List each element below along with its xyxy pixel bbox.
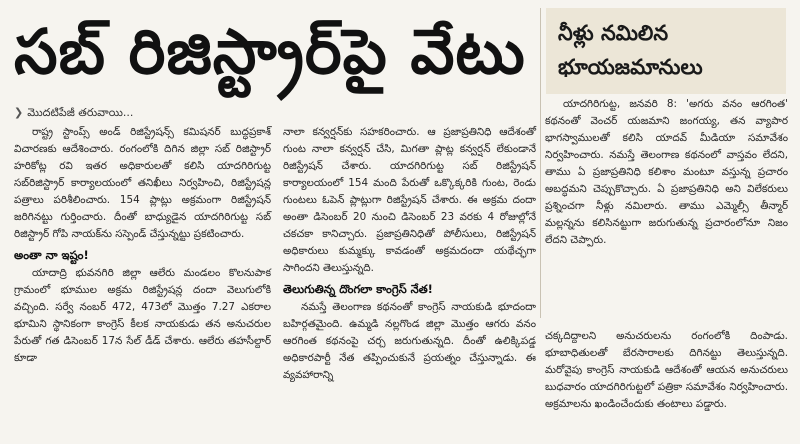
sidebar-title-box (546, 8, 786, 94)
sidebar-title-line-2: భూయజమానులు (558, 55, 703, 79)
article-paragraph: యాదాద్రి భువనగిరి జిల్లా ఆలేరు మండలం కొలనుపాక గ్రామంలో భూముల అక్రమ రిజిస్ట్రేషన్ల దందా వెలుగులోకి వచ్చింది. సర్వే నంబర్ 472, 473లో మొత్తం 7.27 ఎకరాల భూమిని స్థానికంగా కాంగ్రెస్ కీలక నాయకుడు తన అనుచరుల పేరుతో గత డిసెంబర్ 17న సేల్ డీడ్ చేశారు. ఆలేరు తహసీల్దార్ కూడా (14, 267, 271, 364)
article-headline: సబ్ రిజిస్ట్రార్‌పై వేటు (14, 15, 526, 88)
sidebar-body (545, 96, 788, 249)
continued-label: మొదటిపేజీ తరువాయి... (27, 106, 134, 119)
article-paragraph: రాష్ట్ర స్టాంప్స్ అండ్ రిజిస్ట్రేషన్స్ కమిషనర్ బుద్ధప్రకాశ్ విచారణకు ఆదేశించారు. రంగంలోకి దిగిన జిల్లా సబ్ రిజిస్ట్రార్ హరికోట్ల రవి ఇతర అధికారులతో కలిసి యాదగిరిగుట్ట సబ్‌రిజిస్ట్రార్ కార్యాలయంలో తనిఖీలు నిర్వహించి, రిజిస్ట్రేషన్ల పత్రాలు పరిశీలించారు. 154 ప్లాట్లు అక్రమంగా రిజిస్ట్రేషన్ జరిగినట్టు గుర్తించారు. దీంతో బాధ్యుడైన యాదగిరిగుట్ట సబ్ రిజిస్ట్రార్ గోపి నాయక్‌ను సస్పెండ్ చేస్తున్నట్టు ప్రకటించారు. (14, 126, 271, 240)
article-column-1 (14, 124, 271, 367)
article-paragraph: నమస్తే తెలంగాణ కథనంతో కాంగ్రెస్ నాయకుడి భూదందా బహిర్గతమైంది. ఉమ్మడి నల్లగొండ జిల్లా మొత్తం ఆగరు వనం ఆరగింత కథనంపై చర్చ జరుగుతున్నది. దీంతో ఉలిక్కిపడ్డ అధికారపార్టీ నేత తప్పించుకునే ప్రయత్నం చేస్తున్నాడు. ఈ వ్యవహారాన్ని (283, 301, 536, 381)
sidebar-title-line-1: నీళ్లు నమిలిన (558, 21, 669, 45)
chevron-right-icon: ❯ (14, 106, 24, 119)
sidebar-paragraph: యాదగిరిగుట్ట, జనవరి 8: 'అగరు వనం ఆరగింత' కథనంతో వెంచర్ యజమాని జంగయ్య, తన వ్యాపార భాగస్వాములతో కలిసి యాదవ్ మీడియా సమావేశం నిర్వహించారు. నమస్తే తెలంగాణ కథనంలో వాస్తవం లేదని, తాము ఏ ప్రజాప్రతినిధి కలిశాం మంటూ వస్తున్న ప్రచారం అబద్ధమని చెప్పుకొచ్చారు. ఏ ప్రజాప్రతినిధి అని విలేకరులు ప్రశ్నించగా నీళ్లు నమిలారు. తాము ఎమ్మెల్సీ తీన్మార్ మల్లన్నను కలిసినట్టుగా జరుగుతున్న ప్రచారంలోనూ నిజం లేదని చెప్పారు. (545, 98, 788, 246)
sidebar-title (558, 16, 703, 84)
article-paragraph: చక్కదిద్దాలని అనుచరులను రంగంలోకి దింపాడు. భూబాధితులతో బేరసారాలకు దిగినట్టు తెలుస్తున్నది. మరోవైపు కాంగ్రెస్ నాయకుడి ఆదేశంతో ఆయన అనుచరులు బుధవారం యాదగిరిగుట్టలో పత్రికా సమావేశం నిర్వహించారు. అక్రమాలను ఖండించేందుకు తంటాలు పడ్డారు. (545, 330, 788, 410)
continued-from-front-page (14, 104, 254, 122)
article-subheading: అంతా నా ఇష్టం! (14, 248, 89, 262)
article-subheading: తెలుగుతిన్న దొంగలా కాంగ్రెస్ నేత! (283, 282, 433, 296)
article-column-2 (283, 124, 536, 384)
article-paragraph: నాలా కన్వర్షన్‌కు సహకరించారు. ఆ ప్రజాప్రతినిధి ఆదేశంతో గుంట నాలా కన్వర్షన్ చేసి, మిగతా ప్లాట్ల కన్వర్షన్ లేకుండానే రిజిస్ట్రేషన్ చేశారు. యాదగిరిగుట్ట సబ్ రిజిస్ట్రేషన్ కార్యాలయంలో 154 మంది పేరుతో ఒక్కొక్కరికి గుంట, రెండు గుంటలు ఓపెన్ ప్లాట్లుగా రిజిస్ట్రేషన్ చేశారు. ఈ అక్రమ దందా అంతా డిసెంబర్ 20 నుంచి డిసెంబర్ 23 వరకు 4 రోజుల్లోనే చకచకా కానిచ్చారు. ప్రజాప్రతినిధితో పోలీసులు, రిజిస్ట్రేషన్ అధికారులు కుమ్మక్కు కావడంతో అక్రమదందా యథేచ్ఛగా సాగిందని తెలుస్తున్నది. (283, 126, 536, 274)
column-divider (540, 8, 541, 318)
article-column-4 (545, 328, 788, 413)
